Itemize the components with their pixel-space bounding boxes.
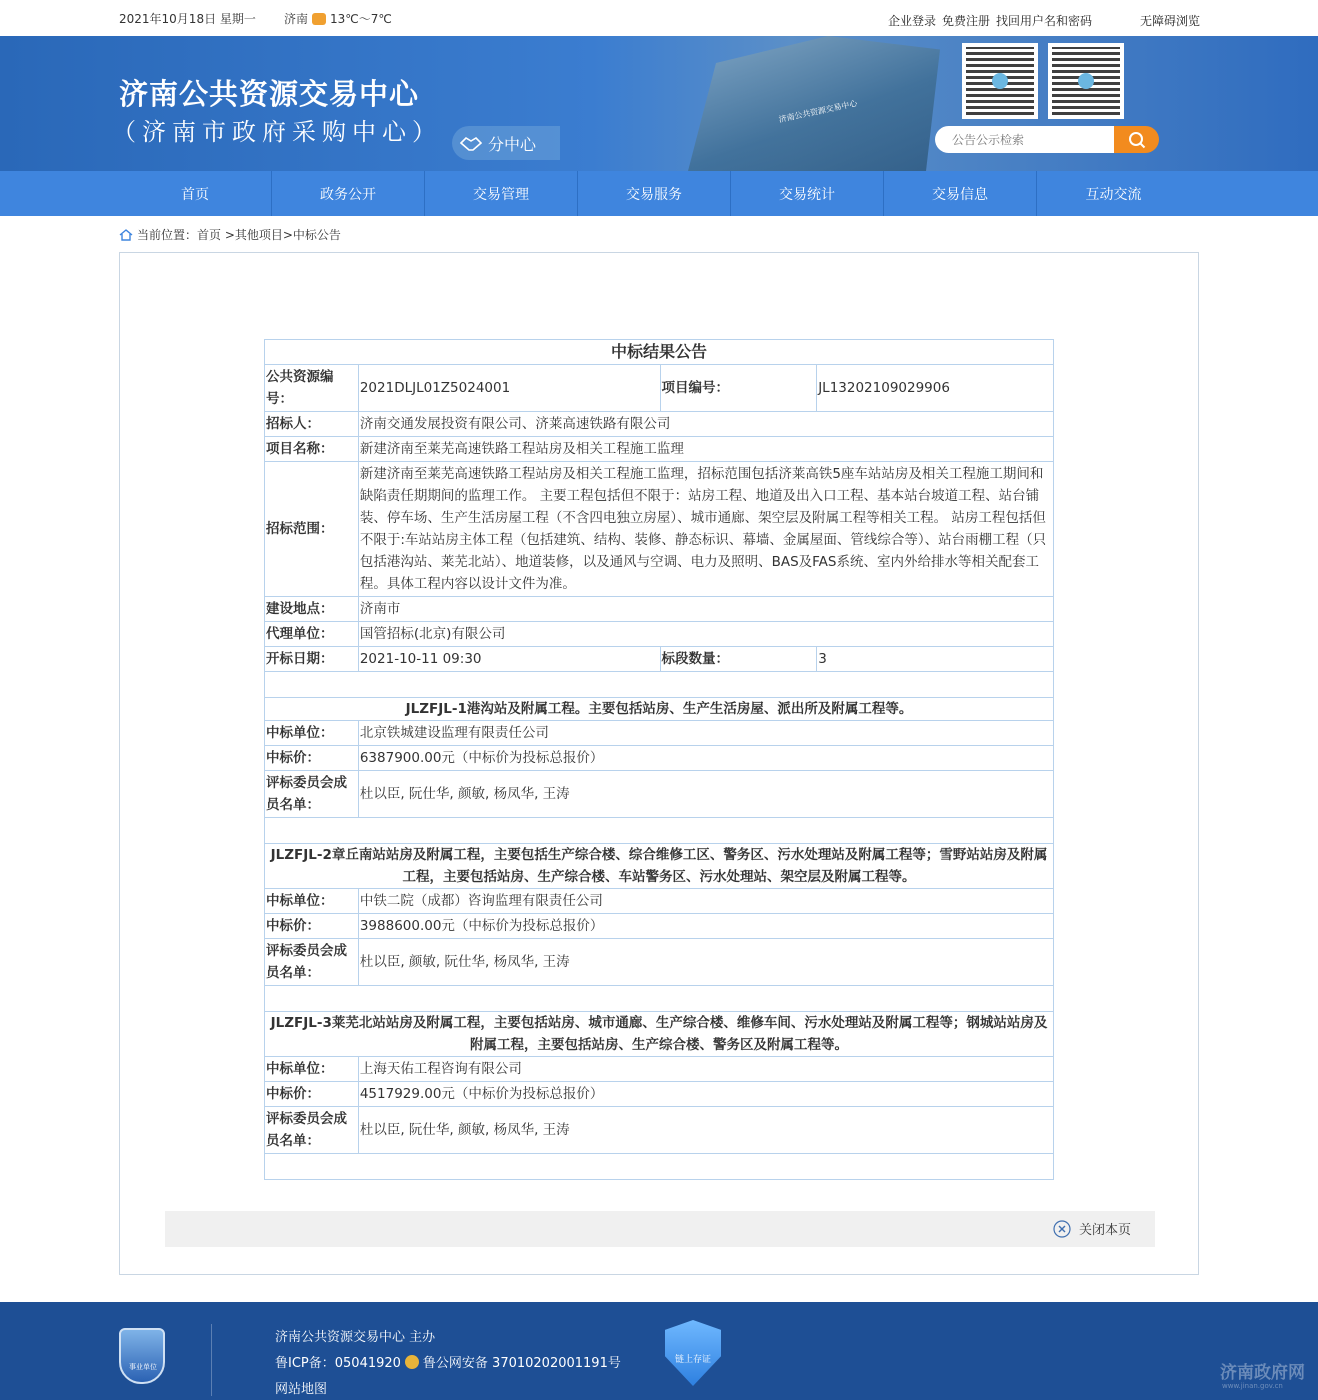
weather <box>284 10 392 27</box>
breadcrumb-path[interactable]: 当前位置：首页 >其他项目>中标公告 <box>137 228 341 242</box>
lot-1-committee: 杜以臣, 阮仕华, 颜敏, 杨凤华, 王涛 <box>358 771 1053 818</box>
enterprise-login-link[interactable]: 企业登录 <box>888 14 937 28</box>
search-input[interactable] <box>935 126 1115 153</box>
jinan-gov-watermark-url: www.jinan.gov.cn <box>1222 1382 1283 1390</box>
lots-value: 3 <box>817 647 1054 672</box>
lots-label: 标段数量： <box>660 647 817 672</box>
lot-2-price: 3988600.00元（中标价为投标总报价） <box>358 914 1053 939</box>
table-row <box>265 889 1054 914</box>
spacer-row <box>265 1154 1054 1180</box>
location-value: 济南市 <box>358 597 1053 622</box>
lot-1-price: 6387900.00元（中标价为投标总报价） <box>358 746 1053 771</box>
building-sign: 济南公共资源交易中心 <box>777 98 859 125</box>
lot-2-winner-label: 中标单位： <box>265 889 359 914</box>
lot-3-committee: 杜以臣, 阮仕华, 颜敏, 杨凤华, 王涛 <box>358 1107 1053 1154</box>
table-row <box>265 462 1054 597</box>
table-row <box>265 412 1054 437</box>
lot-3-price-label: 中标价： <box>265 1082 359 1107</box>
table-row <box>265 1057 1054 1082</box>
close-page-label: 关闭本页 <box>1078 1223 1131 1238</box>
weather-temperature: 13℃～7℃ <box>330 12 392 26</box>
table-row <box>265 437 1054 462</box>
table-row <box>265 746 1054 771</box>
accessibility-link[interactable]: 无障碍浏览 <box>1140 14 1201 28</box>
project-no-label: 项目编号： <box>660 365 817 412</box>
police-record[interactable]: 鲁公网安备 37010202001191号 <box>422 1356 621 1371</box>
jinan-gov-watermark: 济南政府网 <box>1220 1363 1305 1383</box>
spacer-row <box>265 818 1054 844</box>
public-institution-emblem[interactable] <box>119 1328 165 1384</box>
sitemap-link[interactable]: 网站地图 <box>275 1382 328 1397</box>
award-notice-table <box>264 339 1054 1180</box>
open-date-label: 开标日期： <box>265 647 359 672</box>
notice-title: 中标结果公告 <box>265 340 1054 365</box>
recover-account-link[interactable]: 找回用户名和密码 <box>996 14 1093 28</box>
table-row <box>265 1107 1054 1154</box>
nav-trade-management[interactable]: 交易管理 <box>425 171 578 216</box>
table-row <box>265 365 1054 412</box>
table-row <box>265 340 1054 365</box>
table-row <box>265 939 1054 986</box>
search-box <box>935 126 1159 153</box>
table-row <box>265 1082 1054 1107</box>
emblem-label: 事业单位 <box>129 1363 157 1371</box>
search-icon <box>1128 131 1146 149</box>
lot-1-price-label: 中标价： <box>265 746 359 771</box>
home-icon <box>119 229 133 241</box>
lot-3-price: 4517929.00元（中标价为投标总报价） <box>358 1082 1053 1107</box>
lot-3-winner-label: 中标单位： <box>265 1057 359 1082</box>
lot-2-committee: 杜以臣, 颜敏, 阮仕华, 杨凤华, 王涛 <box>358 939 1053 986</box>
icp-number[interactable]: 鲁ICP备：05041920 <box>275 1356 401 1371</box>
agency-value: 国管招标(北京)有限公司 <box>358 622 1053 647</box>
table-row <box>265 1012 1054 1057</box>
qr-code-app <box>1048 43 1124 119</box>
table-row <box>265 721 1054 746</box>
nav-home[interactable]: 首页 <box>119 171 272 216</box>
lot-2-winner: 中铁二院（成都）咨询监理有限责任公司 <box>358 889 1053 914</box>
current-date: 2021年10月18日 星期一 <box>119 12 256 26</box>
free-register-link[interactable]: 免费注册 <box>942 14 991 28</box>
scope-label: 招标范围： <box>265 462 359 597</box>
nav-government-affairs[interactable]: 政务公开 <box>272 171 425 216</box>
lot-3-winner: 上海天佑工程咨询有限公司 <box>358 1057 1053 1082</box>
weather-sunny-icon <box>312 13 326 25</box>
project-no-value: JL13202109029906 <box>817 365 1054 412</box>
branch-center-label: 分中心 <box>488 134 537 154</box>
agency-label: 代理单位： <box>265 622 359 647</box>
table-row <box>265 647 1054 672</box>
resource-no-value: 2021DLJL01Z5024001 <box>358 365 660 412</box>
lot-3-heading: JLZFJL-3莱芜北站站房及附属工程，主要包括站房、城市通廊、生产综合楼、维修车间、污水处理站及附属工程等；钢城站站房及附属工程，主要包括站房、生产综合楼、警务区及附属工程等。 <box>265 1012 1054 1057</box>
table-row <box>265 771 1054 818</box>
tenderer-value: 济南交通发展投资有限公司、济莱高速铁路有限公司 <box>358 412 1053 437</box>
nav-trade-services[interactable]: 交易服务 <box>578 171 731 216</box>
project-name-label: 项目名称： <box>265 437 359 462</box>
lot-2-committee-label: 评标委员会成员名单： <box>265 939 359 986</box>
tenderer-label: 招标人： <box>265 412 359 437</box>
lot-3-committee-label: 评标委员会成员名单： <box>265 1107 359 1154</box>
top-bar <box>0 0 1318 36</box>
close-bar <box>165 1211 1155 1247</box>
blockchain-evidence-label: 链上存证 <box>674 1355 711 1365</box>
footer-registration <box>275 1352 621 1371</box>
nav-trade-statistics[interactable]: 交易统计 <box>731 171 884 216</box>
nav-trade-information[interactable]: 交易信息 <box>884 171 1037 216</box>
police-badge-icon <box>405 1355 419 1369</box>
main-nav <box>0 171 1318 216</box>
close-icon <box>1053 1220 1071 1238</box>
weather-city: 济南 <box>284 12 309 26</box>
account-links <box>888 12 1092 29</box>
site-subtitle: （济南市政府采购中心） <box>112 118 442 146</box>
table-row <box>265 844 1054 889</box>
lot-1-committee-label: 评标委员会成员名单： <box>265 771 359 818</box>
lot-1-heading: JLZFJL-1港沟站及附属工程。主要包括站房、生产生活房屋、派出所及附属工程等。 <box>265 698 1054 721</box>
table-row <box>265 986 1054 1012</box>
table-row <box>265 914 1054 939</box>
lot-2-price-label: 中标价： <box>265 914 359 939</box>
table-row <box>265 818 1054 844</box>
spacer-row <box>265 672 1054 698</box>
building-illustration <box>660 36 940 171</box>
close-page-button[interactable] <box>1053 1219 1131 1238</box>
branch-center-link[interactable] <box>452 126 560 160</box>
site-title[interactable]: 济南公共资源交易中心 <box>119 77 420 111</box>
header-banner <box>0 36 1318 171</box>
table-row <box>265 698 1054 721</box>
scope-value: 新建济南至莱芜高速铁路工程站房及相关工程施工监理，招标范围包括济莱高铁5座车站站房及相关工程施工期间和缺陷责任期期间的监理工作。 主要工程包括但不限于：站房工程、地道及出入口工程、基本站台坡道工程、站台铺装、停车场、生产生活房屋工程（不含四电独立房屋）、城市通廊、架空层及附属工程等相关工程。 站房工程包括但不限于:车站站房主体工程（包括建筑、结构、装修、静态标识、幕墙、金属屋面、管线综合等）、站台雨棚工程（只包括港沟站、莱芜北站）、地道装修，以及通风与空调、电力及照明、BAS及FAS系统、室内外给排水等相关配套工程。具体工程内容以设计文件为准。 <box>358 462 1053 597</box>
spacer-row <box>265 986 1054 1012</box>
search-button[interactable] <box>1114 126 1159 153</box>
footer-divider <box>211 1324 212 1396</box>
lot-1-winner-label: 中标单位： <box>265 721 359 746</box>
resource-no-label: 公共资源编号： <box>265 365 359 412</box>
table-row <box>265 1154 1054 1180</box>
table-row <box>265 672 1054 698</box>
footer-host: 济南公共资源交易中心 主办 <box>275 1330 436 1345</box>
nav-interaction[interactable]: 互动交流 <box>1085 186 1142 203</box>
table-row <box>265 622 1054 647</box>
location-label: 建设地点： <box>265 597 359 622</box>
open-date-value: 2021-10-11 09:30 <box>358 647 660 672</box>
breadcrumb <box>119 226 341 243</box>
project-name-value: 新建济南至莱芜高速铁路工程站房及相关工程施工监理 <box>358 437 1053 462</box>
footer <box>0 1302 1318 1400</box>
handshake-icon <box>460 134 482 152</box>
lot-1-winner: 北京铁城建设监理有限责任公司 <box>358 721 1053 746</box>
lot-2-heading: JLZFJL-2章丘南站站房及附属工程，主要包括生产综合楼、综合维修工区、警务区、污水处理站及附属工程等；雪野站站房及附属工程，主要包括站房、生产综合楼、车站警务区、污水处理站、架空层及附属工程等。 <box>265 844 1054 889</box>
qr-code-wechat <box>962 43 1038 119</box>
table-row <box>265 597 1054 622</box>
